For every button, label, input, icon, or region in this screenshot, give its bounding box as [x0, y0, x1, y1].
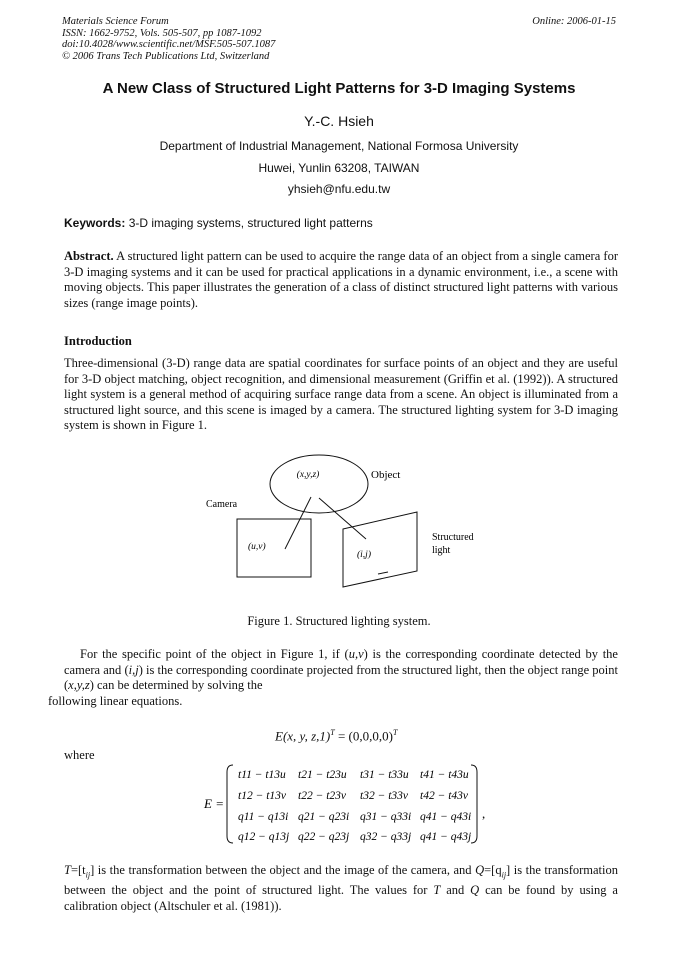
journal-issn: ISSN: 1662-9752, Vols. 505-507, pp 1087-1092 — [62, 27, 262, 39]
paper-title: A New Class of Structured Light Patterns for 3-D Imaging Systems — [102, 80, 576, 97]
matrix-cell: t21 − t23u — [298, 769, 347, 781]
light-coordinate: (i,j) — [357, 550, 371, 560]
para2-text-3: ) is the corresponding coordinate projected from the structured light, then the object range point ( — [64, 662, 619, 692]
matrix-cell: q32 − q33j — [360, 831, 412, 843]
abstract-text: A structured light pattern can be used to acquire the range data of an object from a single camera for 3-D imaging systems and it can be used for practical applications in a dynamic environment, i.e., a scene with moving objects. This paper illustrates the generation of a class of distinct structured light patterns with various sizes (range image points). — [64, 249, 618, 310]
equation-sup2: T — [392, 728, 398, 737]
matrix-cell: t22 − t23v — [298, 790, 347, 802]
para3-T2: T — [433, 883, 441, 897]
keywords-label: Keywords: — [64, 216, 126, 230]
para3-Q2: Q — [470, 883, 480, 897]
para3-sub-ij-2: ij — [501, 870, 507, 880]
matrix-left-bracket — [227, 765, 233, 843]
matrix-cell: t32 − t33v — [360, 790, 409, 802]
para3-text-3: =[q — [484, 863, 502, 877]
figure-1-caption: Figure 1. Structured lighting system. — [247, 614, 431, 628]
para2-text-2: ) is the corresponding coordinate detected by the camera and ( — [64, 647, 618, 677]
para3-Q: Q — [475, 863, 485, 877]
camera-label: Camera — [206, 499, 238, 510]
object-coordinate: (x,y,z) — [296, 470, 320, 480]
matrix-cell: q41 − q43i — [420, 811, 472, 823]
para2-xyz: x,y,z — [68, 678, 90, 692]
para3-text-2: ] is the transformation between the object and the image of the camera, and — [90, 863, 476, 877]
journal-doi: doi:10.4028/www.scientific.net/MSF.505-507.1087 — [62, 39, 276, 50]
para3-text-4: ] is the transformation between the object and the point of structured light. The values for — [64, 863, 618, 897]
para3-sub-ij-1: ij — [85, 870, 91, 880]
author-email: yhsieh@nfu.edu.tw — [287, 182, 391, 196]
online-date: Online: 2006-01-15 — [532, 16, 616, 27]
abstract-label: Abstract. — [64, 249, 114, 263]
matrix-cell: q21 − q23i — [298, 811, 350, 823]
object-label: Object — [371, 469, 401, 481]
equation-sup: T — [330, 728, 335, 737]
journal-copyright: © 2006 Trans Tech Publications Ltd, Switzerland — [62, 50, 270, 62]
matrix-cell: q12 − q13j — [238, 831, 290, 843]
para2-ij: i,j — [128, 662, 139, 677]
para2-uv: u,v — [348, 647, 364, 661]
keywords-text: 3-D imaging systems, structured light patterns — [125, 216, 373, 230]
matrix-cell: t41 − t43u — [420, 769, 469, 781]
para2-text-1: For the specific point of the object in Figure 1, if ( — [80, 647, 349, 661]
para3-text-5: and — [440, 883, 471, 897]
para2-text-4: ) can be determined by solving the — [89, 678, 263, 692]
para2-text-5: following linear equations. — [48, 693, 183, 708]
equation-rhs: = (0,0,0,0) — [334, 728, 393, 744]
where-label: where — [64, 748, 95, 762]
camera-coordinate: (u,v) — [248, 542, 266, 552]
matrix-trailing-comma: , — [482, 806, 486, 821]
introduction-text: Three-dimensional (3-D) range data are spatial coordinates for surface points of an object and they are useful for 3-D object matching, object recognition, and dimensional measurement (Griffin et al. (1992)). A structured light system is a general method of acquiring surface range data from a scene. An object is illuminated from a structured light source, and this scene is imaged by a camera. The structured lighting system for 3-D imaging system is shown in Figure 1. — [64, 356, 618, 432]
author-name: Y.-C. Hsieh — [304, 113, 374, 129]
paragraph-transformation — [64, 863, 618, 914]
equation-lhs: E(x, y, z,1) — [275, 728, 331, 744]
section-heading-introduction: Introduction — [64, 334, 132, 348]
matrix-cell: q11 − q13i — [238, 811, 289, 823]
matrix-cell: t31 − t33u — [360, 769, 409, 781]
affiliation-address: Huwei, Yunlin 63208, TAIWAN — [258, 161, 420, 175]
structured-light-label-1: Structured — [432, 532, 474, 543]
structured-light-label-2: light — [432, 545, 451, 556]
matrix-cell: q31 − q33i — [360, 811, 412, 823]
journal-name: Materials Science Forum — [62, 16, 169, 27]
matrix-right-bracket — [471, 765, 477, 843]
para3-T: T — [64, 863, 71, 877]
matrix-cell: t11 − t13u — [238, 769, 286, 781]
matrix-cell: t42 − t43v — [420, 790, 469, 802]
para3-text-6: can be found by using a calibration object (Altschuler et al. (1981)). — [64, 883, 618, 913]
matrix-cell: q22 − q23j — [298, 831, 350, 843]
matrix-cell: q41 − q43j — [420, 831, 472, 843]
matrix-lhs: E = — [204, 796, 224, 811]
matrix-cell: t12 − t13v — [238, 790, 287, 802]
affiliation-dept: Department of Industrial Management, National Formosa University — [159, 139, 519, 153]
para3-text-1: =[t — [70, 863, 86, 877]
